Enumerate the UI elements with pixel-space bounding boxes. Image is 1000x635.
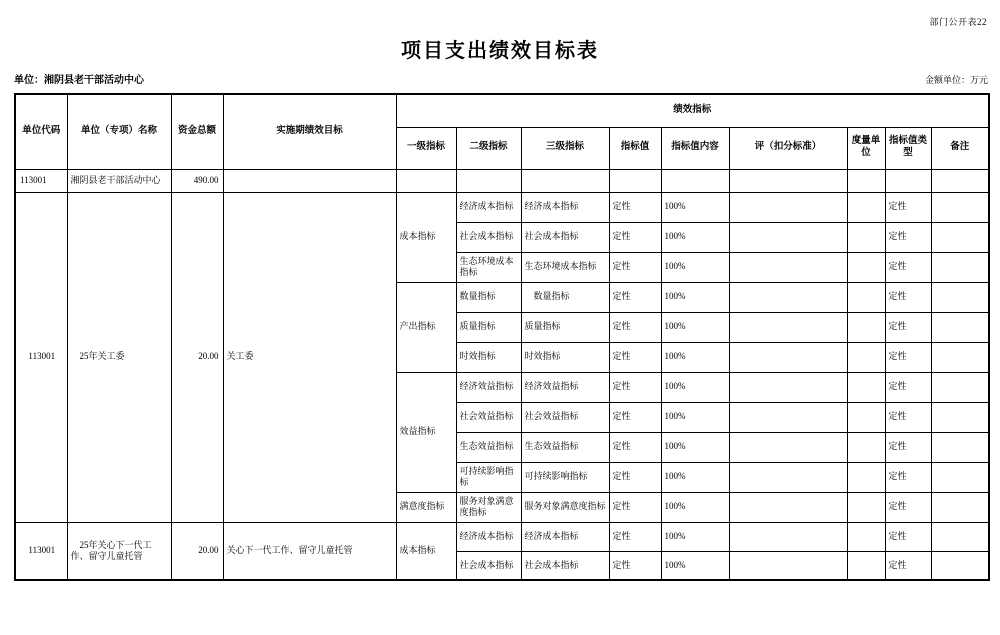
cell-value-type: 定性 bbox=[885, 192, 931, 222]
cell-unit-code: 113001 bbox=[15, 522, 67, 580]
cell-note bbox=[931, 342, 989, 372]
cell-level2-indicator: 社会成本指标 bbox=[456, 222, 521, 252]
cell-measure-unit bbox=[847, 312, 885, 342]
cell-indicator-value: 定性 bbox=[609, 462, 661, 492]
cell-note bbox=[931, 492, 989, 522]
cell-indicator-value: 定性 bbox=[609, 372, 661, 402]
cell-indicator-value-content: 100% bbox=[661, 282, 729, 312]
col-header-eval-standard: 评（扣分标准） bbox=[729, 127, 847, 169]
cell-indicator-value-content: 100% bbox=[661, 402, 729, 432]
cell-unit-name: 25年关心下一代工作、留守儿童托管 bbox=[67, 522, 171, 580]
cell-note bbox=[931, 222, 989, 252]
cell-value-type: 定性 bbox=[885, 402, 931, 432]
cell-value-type: 定性 bbox=[885, 312, 931, 342]
cell-measure-unit bbox=[847, 522, 885, 551]
col-header-content: 指标值内容 bbox=[661, 127, 729, 169]
cell-note bbox=[931, 432, 989, 462]
cell-eval-standard bbox=[729, 492, 847, 522]
corner-label: 部门公开表22 bbox=[929, 17, 987, 27]
cell-indicator-value-content bbox=[661, 169, 729, 192]
cell-indicator-value-content: 100% bbox=[661, 342, 729, 372]
cell-level2-indicator: 可持续影响指标 bbox=[456, 462, 521, 492]
cell-measure-unit bbox=[847, 551, 885, 580]
col-header-level2: 二级指标 bbox=[456, 127, 521, 169]
cell-indicator-value: 定性 bbox=[609, 312, 661, 342]
cell-impl-target: 关心下一代工作、留守儿童托管 bbox=[223, 522, 396, 580]
col-header-value-type: 指标值类型 bbox=[885, 127, 931, 169]
cell-unit-code: 113001 bbox=[15, 192, 67, 522]
cell-eval-standard bbox=[729, 462, 847, 492]
cell-level3-indicator: 生态环境成本指标 bbox=[521, 252, 609, 282]
cell-eval-standard bbox=[729, 372, 847, 402]
cell-note bbox=[931, 169, 989, 192]
cell-note bbox=[931, 402, 989, 432]
cell-level3-indicator: 时效指标 bbox=[521, 342, 609, 372]
cell-measure-unit bbox=[847, 402, 885, 432]
cell-note bbox=[931, 192, 989, 222]
cell-level2-indicator: 社会效益指标 bbox=[456, 402, 521, 432]
cell-level3-indicator: 经济效益指标 bbox=[521, 372, 609, 402]
cell-level3-indicator: 数量指标 bbox=[521, 282, 609, 312]
cell-level2-indicator: 生态效益指标 bbox=[456, 432, 521, 462]
cell-indicator-value: 定性 bbox=[609, 522, 661, 551]
cell-indicator-value-content: 100% bbox=[661, 551, 729, 580]
cell-eval-standard bbox=[729, 402, 847, 432]
cell-indicator-value-content: 100% bbox=[661, 432, 729, 462]
cell-level3-indicator: 服务对象满意度指标 bbox=[521, 492, 609, 522]
table-header-row-top bbox=[15, 94, 989, 127]
cell-impl-target bbox=[223, 169, 396, 192]
cell-level1-indicator: 成本指标 bbox=[396, 192, 456, 282]
cell-value-type: 定性 bbox=[885, 462, 931, 492]
cell-level2-indicator: 数量指标 bbox=[456, 282, 521, 312]
cell-eval-standard bbox=[729, 222, 847, 252]
cell-level2-indicator bbox=[456, 169, 521, 192]
cell-note bbox=[931, 312, 989, 342]
cell-indicator-value-content: 100% bbox=[661, 252, 729, 282]
cell-measure-unit bbox=[847, 282, 885, 312]
table-row bbox=[15, 192, 989, 222]
cell-indicator-value: 定性 bbox=[609, 252, 661, 282]
cell-indicator-value: 定性 bbox=[609, 282, 661, 312]
cell-indicator-value: 定性 bbox=[609, 222, 661, 252]
cell-funds: 20.00 bbox=[171, 522, 223, 580]
cell-value-type: 定性 bbox=[885, 252, 931, 282]
cell-funds: 490.00 bbox=[171, 169, 223, 192]
col-header-unit-name: 单位（专项）名称 bbox=[67, 94, 171, 169]
page-title: 项目支出绩效目标表 bbox=[401, 40, 599, 62]
cell-indicator-value: 定性 bbox=[609, 551, 661, 580]
cell-note bbox=[931, 522, 989, 551]
cell-indicator-value: 定性 bbox=[609, 432, 661, 462]
cell-eval-standard bbox=[729, 192, 847, 222]
cell-note bbox=[931, 372, 989, 402]
col-header-unit-code: 单位代码 bbox=[15, 94, 67, 169]
cell-measure-unit bbox=[847, 342, 885, 372]
cell-unit-name: 25年关工委 bbox=[67, 192, 171, 522]
cell-indicator-value-content: 100% bbox=[661, 312, 729, 342]
cell-level3-indicator: 经济成本指标 bbox=[521, 522, 609, 551]
cell-indicator-value-content: 100% bbox=[661, 462, 729, 492]
cell-value-type: 定性 bbox=[885, 282, 931, 312]
cell-indicator-value: 定性 bbox=[609, 342, 661, 372]
cell-value-type bbox=[885, 169, 931, 192]
cell-level1-indicator bbox=[396, 169, 456, 192]
cell-level1-indicator: 成本指标 bbox=[396, 522, 456, 580]
cell-level3-indicator: 生态效益指标 bbox=[521, 432, 609, 462]
cell-level2-indicator: 质量指标 bbox=[456, 312, 521, 342]
cell-level2-indicator: 时效指标 bbox=[456, 342, 521, 372]
cell-indicator-value-content: 100% bbox=[661, 522, 729, 551]
cell-value-type: 定性 bbox=[885, 522, 931, 551]
cell-eval-standard bbox=[729, 522, 847, 551]
cell-level1-indicator: 效益指标 bbox=[396, 372, 456, 492]
cell-level3-indicator: 社会效益指标 bbox=[521, 402, 609, 432]
cell-level2-indicator: 生态环境成本指标 bbox=[456, 252, 521, 282]
cell-measure-unit bbox=[847, 372, 885, 402]
cell-note bbox=[931, 551, 989, 580]
amount-unit-label: 金额单位：万元 bbox=[924, 75, 988, 85]
cell-indicator-value: 定性 bbox=[609, 402, 661, 432]
cell-measure-unit bbox=[847, 462, 885, 492]
cell-measure-unit bbox=[847, 432, 885, 462]
performance-target-table bbox=[14, 93, 990, 581]
cell-measure-unit bbox=[847, 252, 885, 282]
cell-unit-name: 湘阴县老干部活动中心 bbox=[67, 169, 171, 192]
cell-value-type: 定性 bbox=[885, 222, 931, 252]
cell-measure-unit bbox=[847, 492, 885, 522]
cell-eval-standard bbox=[729, 342, 847, 372]
cell-indicator-value: 定性 bbox=[609, 492, 661, 522]
cell-level1-indicator: 满意度指标 bbox=[396, 492, 456, 522]
col-header-performance-group: 绩效指标 bbox=[396, 94, 989, 127]
cell-eval-standard bbox=[729, 312, 847, 342]
table-row bbox=[15, 169, 989, 192]
cell-indicator-value-content: 100% bbox=[661, 372, 729, 402]
col-header-impl-target: 实施期绩效目标 bbox=[223, 94, 396, 169]
col-header-level3: 三级指标 bbox=[521, 127, 609, 169]
cell-note bbox=[931, 462, 989, 492]
cell-eval-standard bbox=[729, 252, 847, 282]
cell-level2-indicator: 服务对象满意度指标 bbox=[456, 492, 521, 522]
col-header-unit: 度量单位 bbox=[847, 127, 885, 169]
cell-measure-unit bbox=[847, 192, 885, 222]
table-row bbox=[15, 522, 989, 551]
cell-eval-standard bbox=[729, 432, 847, 462]
cell-value-type: 定性 bbox=[885, 372, 931, 402]
cell-level3-indicator: 社会成本指标 bbox=[521, 222, 609, 252]
col-header-note: 备注 bbox=[931, 127, 989, 169]
cell-value-type: 定性 bbox=[885, 342, 931, 372]
cell-indicator-value-content: 100% bbox=[661, 222, 729, 252]
col-header-level1: 一级指标 bbox=[396, 127, 456, 169]
cell-eval-standard bbox=[729, 551, 847, 580]
col-header-funds: 资金总额 bbox=[171, 94, 223, 169]
cell-indicator-value-content: 100% bbox=[661, 192, 729, 222]
meta-row bbox=[14, 71, 988, 86]
cell-level3-indicator: 社会成本指标 bbox=[521, 551, 609, 580]
cell-indicator-value: 定性 bbox=[609, 192, 661, 222]
cell-eval-standard bbox=[729, 282, 847, 312]
cell-funds: 20.00 bbox=[171, 192, 223, 522]
cell-level2-indicator: 经济成本指标 bbox=[456, 192, 521, 222]
cell-unit-code: 113001 bbox=[15, 169, 67, 192]
cell-measure-unit bbox=[847, 222, 885, 252]
cell-measure-unit bbox=[847, 169, 885, 192]
cell-level2-indicator: 经济效益指标 bbox=[456, 372, 521, 402]
cell-level2-indicator: 经济成本指标 bbox=[456, 522, 521, 551]
cell-indicator-value-content: 100% bbox=[661, 492, 729, 522]
cell-impl-target: 关工委 bbox=[223, 192, 396, 522]
cell-indicator-value bbox=[609, 169, 661, 192]
cell-level1-indicator: 产出指标 bbox=[396, 282, 456, 372]
cell-eval-standard bbox=[729, 169, 847, 192]
cell-note bbox=[931, 282, 989, 312]
cell-level3-indicator: 经济成本指标 bbox=[521, 192, 609, 222]
cell-level3-indicator bbox=[521, 169, 609, 192]
cell-value-type: 定性 bbox=[885, 492, 931, 522]
unit-label: 单位：湘阴县老干部活动中心 bbox=[14, 75, 144, 86]
cell-level3-indicator: 可持续影响指标 bbox=[521, 462, 609, 492]
col-header-value: 指标值 bbox=[609, 127, 661, 169]
cell-value-type: 定性 bbox=[885, 551, 931, 580]
cell-level2-indicator: 社会成本指标 bbox=[456, 551, 521, 580]
cell-value-type: 定性 bbox=[885, 432, 931, 462]
cell-note bbox=[931, 252, 989, 282]
cell-level3-indicator: 质量指标 bbox=[521, 312, 609, 342]
